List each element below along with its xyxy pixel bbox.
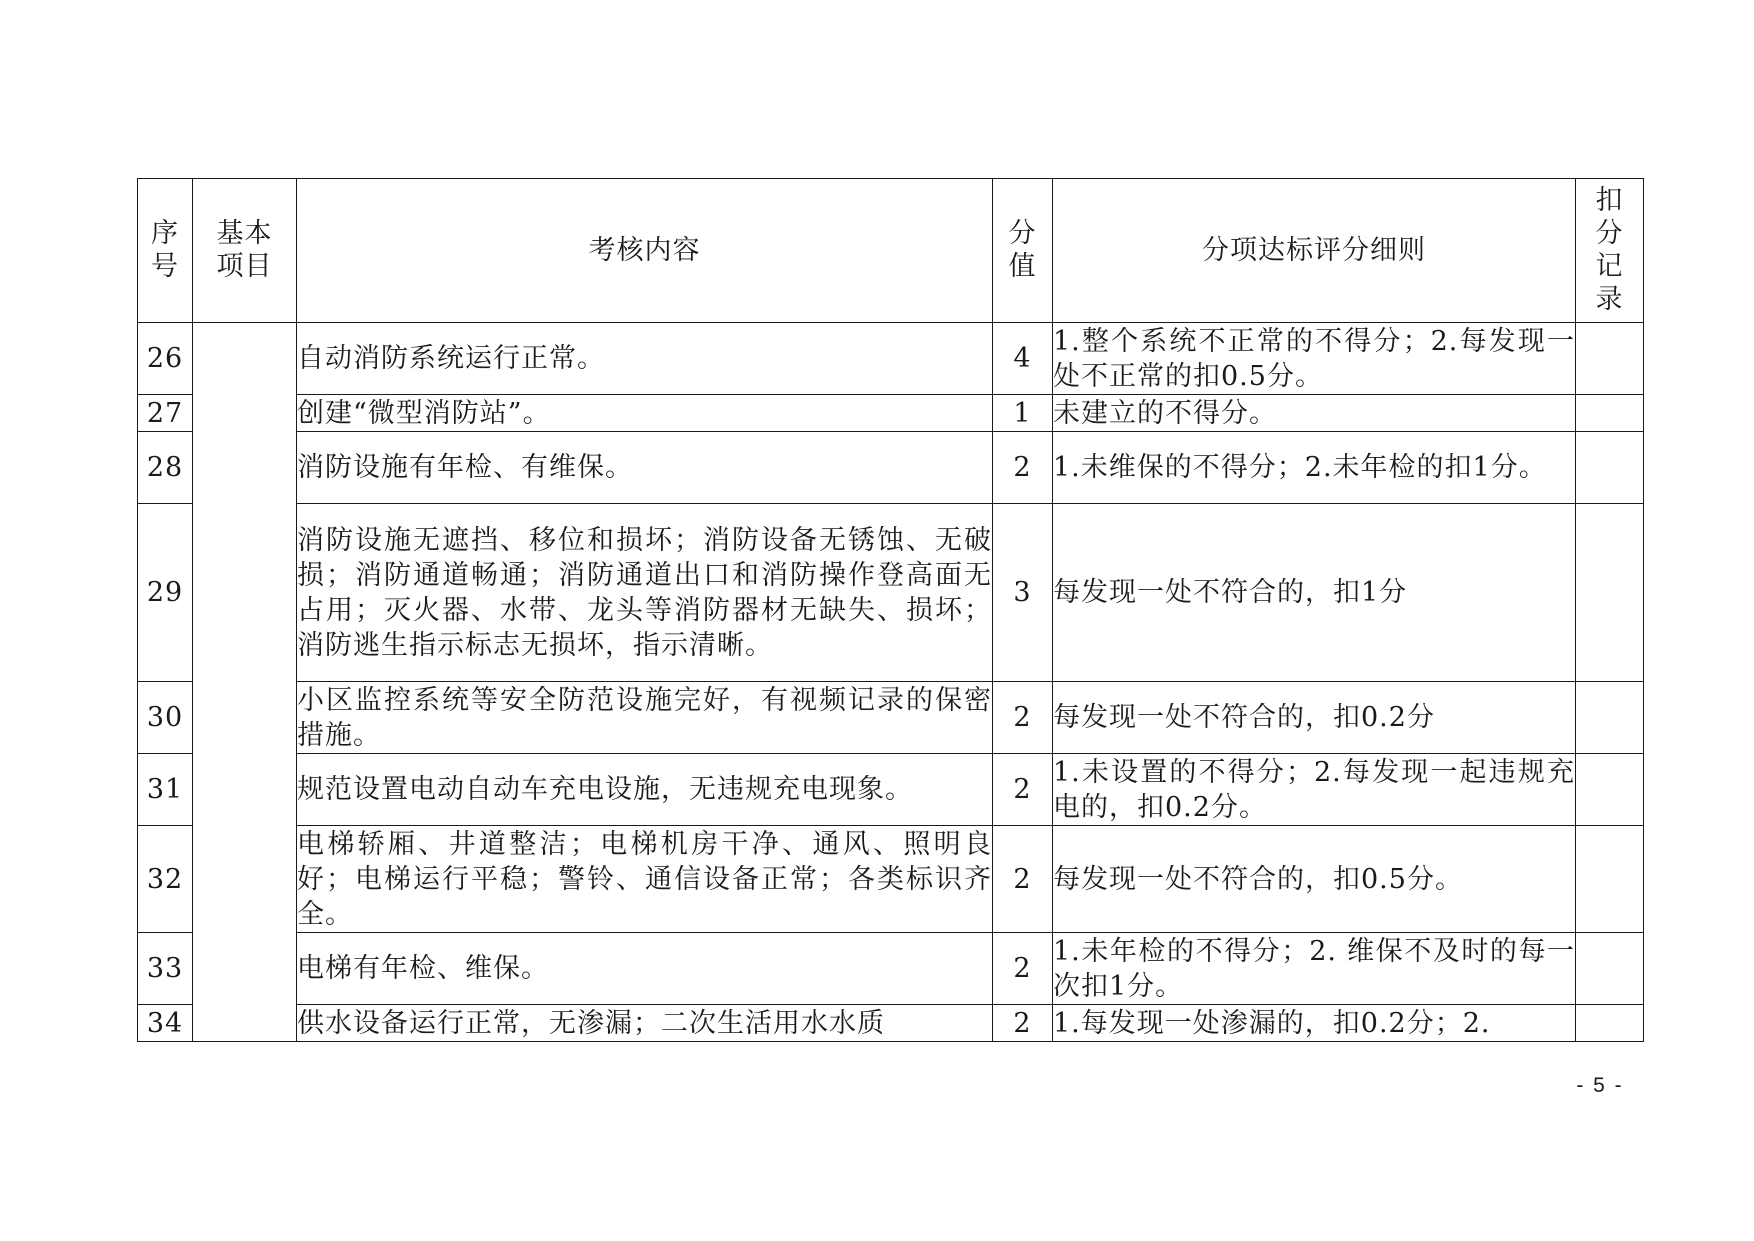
row-deduction (1576, 933, 1644, 1005)
row-criteria: 1.未设置的不得分；2.每发现一起违规充电的，扣0.2分。 (1053, 754, 1576, 826)
row-deduction (1576, 682, 1644, 754)
row-criteria: 每发现一处不符合的，扣1分 (1053, 504, 1576, 682)
row-index: 30 (138, 682, 193, 754)
row-deduction (1576, 395, 1644, 432)
row-index: 33 (138, 933, 193, 1005)
row-deduction (1576, 826, 1644, 933)
row-criteria: 1.整个系统不正常的不得分；2.每发现一处不正常的扣0.5分。 (1053, 323, 1576, 395)
row-score: 2 (993, 682, 1053, 754)
row-deduction (1576, 1005, 1644, 1042)
row-score: 1 (993, 395, 1053, 432)
row-criteria: 1.未年检的不得分；2. 维保不及时的每一次扣1分。 (1053, 933, 1576, 1005)
row-content: 消防设施有年检、有维保。 (297, 432, 993, 504)
row-content: 规范设置电动自动车充电设施，无违规充电现象。 (297, 754, 993, 826)
header-criteria: 分项达标评分细则 (1053, 179, 1576, 323)
table-row (138, 432, 1644, 504)
row-content: 供水设备运行正常，无渗漏；二次生活用水水质 (297, 1005, 993, 1042)
header-category: 基本项目 (193, 179, 297, 323)
table-row (138, 933, 1644, 1005)
row-criteria: 每发现一处不符合的，扣0.2分 (1053, 682, 1576, 754)
row-index: 34 (138, 1005, 193, 1042)
assessment-table (137, 178, 1644, 1042)
row-deduction (1576, 432, 1644, 504)
header-content: 考核内容 (297, 179, 993, 323)
table-row (138, 754, 1644, 826)
row-score: 2 (993, 754, 1053, 826)
row-content: 电梯轿厢、井道整洁；电梯机房干净、通风、照明良好；电梯运行平稳；警铃、通信设备正常；各类标识齐全。 (297, 826, 993, 933)
table-row (138, 504, 1644, 682)
row-index: 28 (138, 432, 193, 504)
row-content: 自动消防系统运行正常。 (297, 323, 993, 395)
row-content: 电梯有年检、维保。 (297, 933, 993, 1005)
table-row (138, 1005, 1644, 1042)
row-score: 2 (993, 432, 1053, 504)
row-criteria: 1.每发现一处渗漏的，扣0.2分；2. (1053, 1005, 1576, 1042)
row-index: 26 (138, 323, 193, 395)
category-cell (193, 323, 297, 1042)
table-row (138, 826, 1644, 933)
page-number: - 5 - (1576, 1074, 1624, 1097)
table-row (138, 682, 1644, 754)
row-index: 27 (138, 395, 193, 432)
header-score: 分值 (993, 179, 1053, 323)
row-score: 2 (993, 933, 1053, 1005)
row-criteria: 1.未维保的不得分；2.未年检的扣1分。 (1053, 432, 1576, 504)
table-row (138, 395, 1644, 432)
row-content: 消防设施无遮挡、移位和损坏；消防设备无锈蚀、无破损；消防通道畅通；消防通道出口和消防操作登高面无占用；灭火器、水带、龙头等消防器材无缺失、损坏；消防逃生指示标志无损坏，指示清晰。 (297, 504, 993, 682)
row-score: 2 (993, 826, 1053, 933)
row-score: 3 (993, 504, 1053, 682)
header-index: 序号 (138, 179, 193, 323)
header-deduction: 扣分记录 (1576, 179, 1644, 323)
row-deduction (1576, 323, 1644, 395)
row-criteria: 未建立的不得分。 (1053, 395, 1576, 432)
row-score: 2 (993, 1005, 1053, 1042)
row-index: 32 (138, 826, 193, 933)
row-content: 创建“微型消防站”。 (297, 395, 993, 432)
row-content: 小区监控系统等安全防范设施完好，有视频记录的保密措施。 (297, 682, 993, 754)
row-criteria: 每发现一处不符合的，扣0.5分。 (1053, 826, 1576, 933)
table-header-row (138, 179, 1644, 323)
row-deduction (1576, 754, 1644, 826)
table-row (138, 323, 1644, 395)
row-deduction (1576, 504, 1644, 682)
row-score: 4 (993, 323, 1053, 395)
row-index: 29 (138, 504, 193, 682)
row-index: 31 (138, 754, 193, 826)
